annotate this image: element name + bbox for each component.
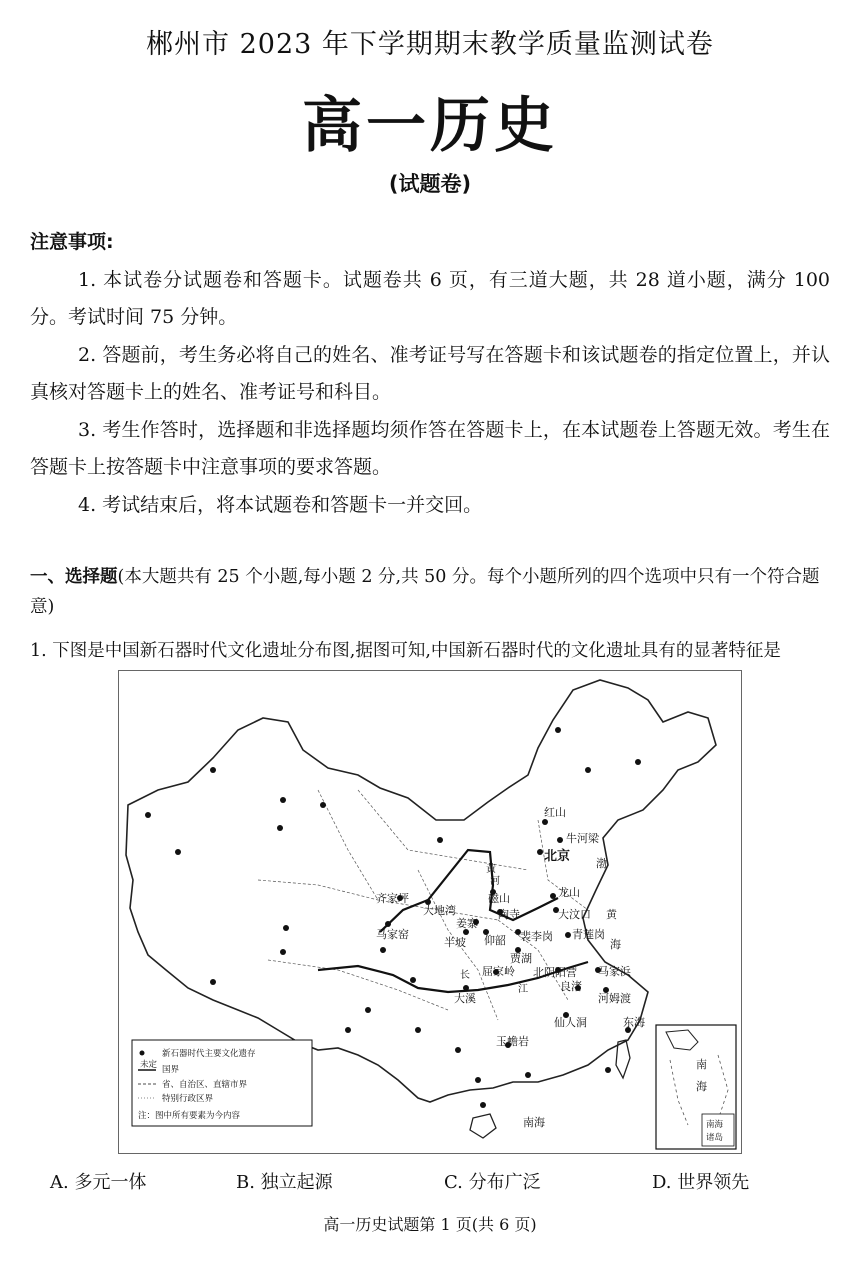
inset-label-2: 诸岛 [706, 1133, 724, 1143]
inset-sea-label: 海 [696, 1080, 707, 1093]
paper-type: (试题卷) [388, 172, 472, 196]
legend-note: 注：图中所有要素为今内容 [138, 1111, 241, 1121]
site-label: 龙山 [558, 886, 580, 899]
exam-name: 郴州市 2023 年下学期期末教学质量监测试卷 [146, 29, 714, 60]
legend-border: 国界 [162, 1065, 180, 1075]
section-description: (本大题共有 25 个小题,每小题 2 分,共 50 分。每个小题所列的四个选项中只有一个符合题意) [30, 567, 820, 617]
notice-item-2: 2. 答题前，考生务必将自己的姓名、准考证号写在答题卡和该试题卷的指定位置上，并认真核对答题卡上的姓名、准考证号和科目。 [30, 344, 830, 403]
south-china-sea-inset [656, 1025, 736, 1149]
neolithic-sites-map [118, 670, 742, 1154]
option-d: D. 世界领先 [652, 1172, 750, 1193]
site-label: 良渚 [560, 980, 582, 993]
sea-label: 黄 [606, 908, 617, 921]
legend-undetermined: 未定 [140, 1060, 158, 1070]
sea-label: 渤 [596, 857, 607, 870]
subject-title: 高一历史 [302, 91, 558, 161]
notice-item-1: 1. 本试卷分试题卷和答题卡。试题卷共 6 页，有三道大题，共 28 道小题，满分 100 分。考试时间 75 分钟。 [30, 269, 830, 328]
site-label: 姜寨 [456, 917, 478, 930]
river-label: 河 [490, 876, 500, 887]
site-label: 北京 [544, 849, 571, 864]
site-label: 磁山 [488, 892, 510, 905]
legend-sar: 特别行政区界 [162, 1094, 214, 1104]
site-label: 仙人洞 [554, 1016, 587, 1029]
site-label: 仰韶 [484, 934, 506, 947]
sea-label: 东海 [623, 1016, 645, 1029]
section-heading [30, 562, 835, 622]
site-label: 陶寺 [498, 908, 520, 921]
site-label: 青莲岗 [572, 928, 605, 941]
option-a: A. 多元一体 [50, 1172, 147, 1193]
question-1-stem: 1. 下图是中国新石器时代文化遗址分布图,据图可知,中国新石器时代的文化遗址具有的显著特征是 [30, 641, 781, 661]
option-c: C. 分布广泛 [444, 1172, 541, 1193]
notice-item-3: 3. 考生作答时，选择题和非选择题均须作答在答题卡上，在本试题卷上答题无效。考生在答题卡上按答题卡中注意事项的要求答题。 [30, 419, 830, 478]
page-footer: 高一历史试题第 1 页(共 6 页) [323, 1215, 537, 1234]
site-label: 大地湾 [423, 904, 456, 917]
site-label: 裴李岗 [520, 930, 553, 943]
site-label: 贾湖 [510, 952, 532, 965]
river-label: 黄 [486, 864, 496, 875]
legend-province: 省、自治区、直辖市界 [162, 1080, 248, 1090]
site-label: 半坡 [444, 936, 466, 949]
site-label: 牛河梁 [566, 832, 599, 845]
map-legend [132, 1040, 312, 1126]
river-label: 长 [460, 970, 470, 981]
section-title: 一、选择题 [30, 567, 118, 587]
inset-label-1: 南海 [706, 1120, 724, 1130]
site-label: 马家浜 [598, 965, 631, 978]
inset-sea-label: 南 [696, 1058, 707, 1071]
site-label: 红山 [544, 806, 566, 819]
site-label: 北阴阳营 [533, 966, 577, 979]
notice-title: 注意事项: [30, 231, 114, 253]
notice-item-4: 4. 考试结束后，将本试题卷和答题卡一并交回。 [78, 494, 483, 516]
site-label: 河姆渡 [598, 992, 631, 1005]
site-label: 大溪 [454, 992, 476, 1005]
site-label: 马家窑 [376, 928, 409, 941]
site-label: 大汶口 [558, 908, 591, 921]
site-label: 屈家岭 [482, 965, 515, 978]
river-label: 江 [518, 984, 528, 995]
sea-label: 海 [610, 938, 621, 951]
site-label: 齐家坪 [376, 892, 409, 905]
site-label: 玉蟾岩 [496, 1035, 529, 1048]
sea-label: 南海 [523, 1116, 545, 1129]
legend-sites: 新石器时代主要文化遗存 [162, 1049, 256, 1059]
option-b: B. 独立起源 [236, 1172, 333, 1193]
